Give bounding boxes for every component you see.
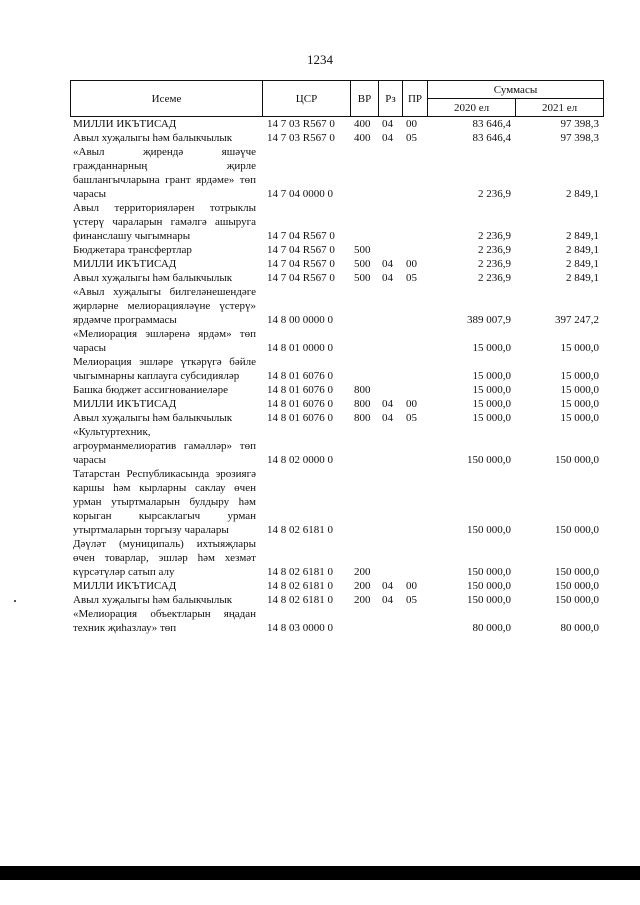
cell-csr: 14 7 04 R567 0	[267, 230, 335, 242]
cell-pr: 05	[406, 412, 417, 424]
col-header-2021: 2021 ел	[516, 99, 604, 117]
cell-rz	[378, 145, 402, 201]
cell-v2021: 150 000,0	[555, 454, 599, 466]
table-row	[70, 593, 603, 607]
cell-v2021: 150 000,0	[555, 524, 599, 536]
table-row	[70, 271, 603, 285]
cell-vr	[350, 285, 378, 327]
cell-vr	[350, 467, 378, 537]
budget-table	[70, 117, 603, 635]
cell-csr: 14 8 02 6181 0	[267, 580, 333, 592]
cell-rz	[378, 425, 402, 467]
col-header-rz: Рз	[379, 81, 403, 117]
cell-csr: 14 7 04 R567 0	[267, 244, 335, 256]
cell-v2020: 389 007,9	[467, 314, 511, 326]
table-row	[70, 257, 603, 271]
cell-name: Авыл территорияләрен тотрыклы үстерү чараларын гамәлгә ашыруга финанслашу чыгымнары	[73, 202, 256, 242]
cell-v2021: 397 247,2	[555, 314, 599, 326]
cell-v2021: 97 398,3	[560, 132, 599, 144]
cell-rz	[378, 201, 402, 243]
scan-border	[0, 866, 640, 880]
cell-vr: 200	[354, 594, 371, 606]
cell-vr	[350, 607, 378, 635]
cell-rz	[378, 355, 402, 383]
cell-name: МИЛЛИ ИКЪТИСАД	[73, 118, 177, 130]
cell-vr: 200	[354, 580, 371, 592]
cell-rz: 04	[382, 132, 393, 144]
table-row	[70, 243, 603, 257]
cell-vr: 200	[354, 566, 371, 578]
cell-v2020: 15 000,0	[472, 342, 511, 354]
cell-name: «Мелиорация объектларын яңадан техник җиһазлау» төп	[73, 608, 256, 634]
cell-v2020: 80 000,0	[472, 622, 511, 634]
cell-csr: 14 8 02 6181 0	[267, 524, 333, 536]
cell-v2020: 150 000,0	[467, 566, 511, 578]
cell-v2020: 2 236,9	[478, 230, 511, 242]
cell-v2020: 150 000,0	[467, 454, 511, 466]
cell-pr	[402, 607, 427, 635]
cell-v2021: 97 398,3	[560, 118, 599, 130]
cell-v2021: 150 000,0	[555, 566, 599, 578]
cell-csr: 14 7 03 R567 0	[267, 118, 335, 130]
cell-csr: 14 8 01 6076 0	[267, 370, 333, 382]
cell-pr: 05	[406, 272, 417, 284]
cell-rz: 04	[382, 258, 393, 270]
cell-v2021: 15 000,0	[560, 412, 599, 424]
table-row	[70, 607, 603, 635]
cell-rz	[378, 607, 402, 635]
table-row	[70, 383, 603, 397]
table-row	[70, 327, 603, 355]
cell-pr: 00	[406, 118, 417, 130]
col-header-csr: ЦСР	[263, 81, 351, 117]
cell-name: МИЛЛИ ИКЪТИСАД	[73, 580, 177, 592]
cell-csr: 14 8 02 0000 0	[267, 454, 333, 466]
cell-name: Авыл хуҗалыгы һәм балыкчылык	[73, 412, 233, 424]
cell-pr	[402, 383, 427, 397]
cell-vr: 800	[354, 412, 371, 424]
cell-pr: 00	[406, 398, 417, 410]
cell-rz: 04	[382, 272, 393, 284]
cell-v2020: 15 000,0	[472, 384, 511, 396]
cell-v2021: 15 000,0	[560, 398, 599, 410]
cell-csr: 14 8 01 6076 0	[267, 398, 333, 410]
cell-name: МИЛЛИ ИКЪТИСАД	[73, 258, 177, 270]
cell-name: Авыл хуҗалыгы һәм балыкчылык	[73, 594, 233, 606]
cell-vr: 500	[354, 258, 371, 270]
cell-pr	[402, 145, 427, 201]
cell-vr	[350, 355, 378, 383]
cell-v2021: 150 000,0	[555, 594, 599, 606]
cell-v2020: 83 646,4	[472, 118, 511, 130]
cell-v2021: 15 000,0	[560, 342, 599, 354]
cell-csr: 14 8 03 0000 0	[267, 622, 333, 634]
cell-name: «Авыл хуҗалыгы билгеләнешендәге җирләрне мелиорацияләүне үстерү» ярдәмче программасы	[73, 286, 256, 326]
cell-v2020: 2 236,9	[478, 244, 511, 256]
table-row	[70, 579, 603, 593]
table-header	[70, 80, 604, 117]
cell-csr: 14 8 01 6076 0	[267, 412, 333, 424]
col-header-name: Исеме	[71, 81, 263, 117]
cell-name: «Мелиорация эшләренә ярдәм» төп чарасы	[73, 328, 256, 354]
cell-csr: 14 8 00 0000 0	[267, 314, 333, 326]
scan-speck	[14, 600, 16, 602]
cell-v2020: 83 646,4	[472, 132, 511, 144]
table-row	[70, 285, 603, 327]
cell-v2021: 2 849,1	[566, 188, 599, 200]
cell-vr	[350, 327, 378, 355]
cell-rz	[378, 243, 402, 257]
cell-csr: 14 8 01 0000 0	[267, 342, 333, 354]
table-row	[70, 467, 603, 537]
col-header-sums: Суммасы	[428, 81, 604, 99]
col-header-vr: ВР	[351, 81, 379, 117]
cell-rz: 04	[382, 594, 393, 606]
cell-pr	[402, 201, 427, 243]
cell-name: Авыл хуҗалыгы һәм балыкчылык	[73, 132, 233, 144]
table-row	[70, 117, 603, 131]
cell-rz: 04	[382, 412, 393, 424]
cell-csr: 14 7 03 R567 0	[267, 132, 335, 144]
cell-v2020: 150 000,0	[467, 580, 511, 592]
cell-vr: 500	[354, 272, 371, 284]
cell-v2021: 2 849,1	[566, 230, 599, 242]
cell-rz: 04	[382, 398, 393, 410]
cell-name: Бюджетара трансфертлар	[73, 244, 192, 256]
cell-rz: 04	[382, 580, 393, 592]
cell-v2020: 15 000,0	[472, 398, 511, 410]
cell-vr: 800	[354, 398, 371, 410]
cell-pr	[402, 243, 427, 257]
cell-v2020: 2 236,9	[478, 188, 511, 200]
cell-name: «Авыл җирендә яшәүче гражданнарның җирле башлангычларына грант ярдәме» төп чарасы	[73, 146, 256, 200]
cell-v2020: 150 000,0	[467, 594, 511, 606]
table-row	[70, 355, 603, 383]
cell-csr: 14 7 04 R567 0	[267, 258, 335, 270]
cell-csr: 14 8 02 6181 0	[267, 594, 333, 606]
cell-pr: 05	[406, 132, 417, 144]
cell-v2021: 150 000,0	[555, 580, 599, 592]
cell-v2020: 15 000,0	[472, 370, 511, 382]
cell-name: Дәүләт (муниципаль) ихтыяҗлары өчен товарлар, эшләр һәм хезмәт күрсәтүләр сатып алу	[73, 538, 256, 578]
table-row	[70, 397, 603, 411]
cell-pr	[402, 327, 427, 355]
col-header-pr: ПР	[403, 81, 428, 117]
cell-rz	[378, 327, 402, 355]
cell-csr: 14 7 04 R567 0	[267, 272, 335, 284]
cell-name: Авыл хуҗалыгы һәм балыкчылык	[73, 272, 233, 284]
cell-pr	[402, 355, 427, 383]
cell-csr: 14 8 02 6181 0	[267, 566, 333, 578]
cell-rz	[378, 383, 402, 397]
table-row	[70, 411, 603, 425]
cell-vr	[350, 425, 378, 467]
cell-name: Мелиорация эшләре үткәрүгә бәйле чыгымнарны каплауга субсидияләр	[73, 356, 256, 382]
cell-v2020: 2 236,9	[478, 272, 511, 284]
cell-pr	[402, 285, 427, 327]
cell-vr	[350, 201, 378, 243]
cell-v2020: 15 000,0	[472, 412, 511, 424]
table-row	[70, 131, 603, 145]
cell-vr	[350, 145, 378, 201]
cell-csr: 14 8 01 6076 0	[267, 384, 333, 396]
page-number: 1234	[307, 52, 333, 67]
cell-v2020: 150 000,0	[467, 524, 511, 536]
cell-pr: 05	[406, 594, 417, 606]
cell-name: МИЛЛИ ИКЪТИСАД	[73, 398, 177, 410]
cell-v2021: 15 000,0	[560, 370, 599, 382]
table-row	[70, 145, 603, 201]
table-row	[70, 425, 603, 467]
cell-v2021: 2 849,1	[566, 244, 599, 256]
cell-v2021: 15 000,0	[560, 384, 599, 396]
cell-rz	[378, 537, 402, 579]
col-header-2020: 2020 ел	[428, 99, 516, 117]
cell-name: Башка бюджет ассигнованиеләре	[73, 384, 228, 396]
table-row	[70, 201, 603, 243]
cell-v2021: 2 849,1	[566, 258, 599, 270]
cell-v2021: 80 000,0	[560, 622, 599, 634]
cell-vr: 500	[354, 244, 371, 256]
cell-pr: 00	[406, 258, 417, 270]
cell-rz: 04	[382, 118, 393, 130]
cell-vr: 400	[354, 132, 371, 144]
cell-pr	[402, 537, 427, 579]
cell-name: «Культуртехник, агроурманмелиоратив гамәлләр» төп чарасы	[73, 426, 256, 466]
cell-vr: 400	[354, 118, 371, 130]
cell-pr: 00	[406, 580, 417, 592]
cell-vr: 800	[354, 384, 371, 396]
cell-csr: 14 7 04 0000 0	[267, 188, 333, 200]
cell-v2020: 2 236,9	[478, 258, 511, 270]
cell-rz	[378, 467, 402, 537]
cell-name: Татарстан Республикасында эрозиягә каршы һәм кырларны саклау өчен урман утыртмаларын булдыру һәм корыган кырсаклагыч урман утыртмаларын торгызу чаралары	[73, 468, 256, 536]
cell-pr	[402, 467, 427, 537]
cell-v2021: 2 849,1	[566, 272, 599, 284]
table-row	[70, 537, 603, 579]
cell-pr	[402, 425, 427, 467]
cell-rz	[378, 285, 402, 327]
